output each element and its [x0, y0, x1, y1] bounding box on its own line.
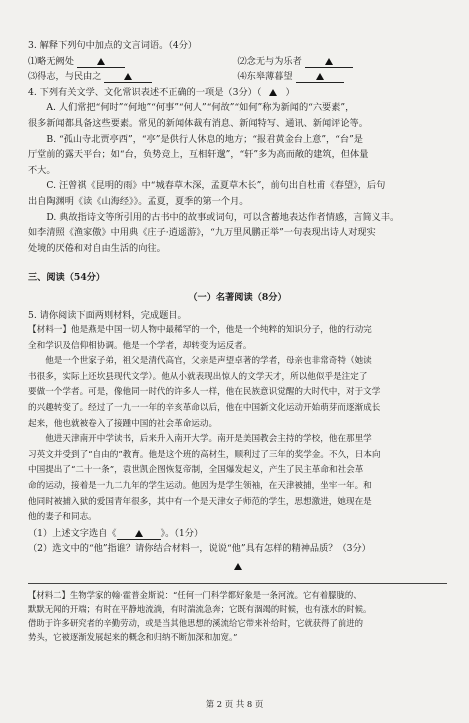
triangle-icon	[316, 73, 324, 80]
answer-area[interactable]	[28, 559, 447, 575]
material-2: 【材料二】生物学家的翰·霍普金斯说：“任何一门科学都好象是一条河流。它有着朦胧的、 默默无闻的开端；有时在平静地流淌，有时湍流急奔；它既有涸竭的时候，也有涨水的时候。 借助于许多研究者的辛勤劳动，或是当其他思想的溪流给它带来补给时，它就获得了前进的 势头，它被逐渐发展起来的概念和归纳不断加深和加宽。”	[28, 583, 447, 645]
q3-row-1	[28, 54, 447, 70]
q5-sub-2: （2）选文中的“他”指谁？请你结合材料一，说说“他”具有怎样的精神品质？（3分）	[28, 543, 371, 555]
section-3-subtitle: （一）名著阅读（8分）	[188, 291, 287, 303]
q3-item-4: ⑷东皋薄暮望	[238, 69, 448, 85]
answer-blank[interactable]	[117, 529, 161, 540]
q4-option-b: B. “孤山寺北贾亭西”，“亭”是供行人休息的地方；“报君黄金台上意”，“台”是 厅堂前的露天平台；如“台，负势竞上，互相轩邈”，“轩”多为高而敞的建筑，但体量 不大。	[28, 133, 369, 176]
q3-title: 3. 解释下列句中加点的文言词语。（4分）	[28, 40, 198, 51]
triangle-icon	[234, 563, 242, 570]
triangle-icon	[269, 89, 277, 96]
q3-item-2: ⑵念无与为乐者	[238, 54, 448, 70]
answer-blank[interactable]	[77, 57, 125, 68]
triangle-icon	[135, 530, 143, 537]
q4-option-d: D. 典故指诗文等所引用的古书中的故事或词句，可以含蓄地表达作者情感，言简义丰。 如李清照《渔家傲》中用典《庄子·逍遥游》，“九万里风鹏正举”一句表现出诗人对现实 处境的厌倦和对自由生活的向往。	[28, 211, 400, 254]
q5-title: 5. 请你阅读下面两则材料，完成题目。	[28, 309, 187, 321]
triangle-icon	[124, 73, 132, 80]
q3-row-2	[28, 69, 447, 85]
section-3-title: 三、阅读（54分）	[28, 272, 106, 284]
answer-blank[interactable]	[104, 72, 152, 83]
q5-sub-1: （1）上述文字选自《 》。（1分）	[28, 527, 204, 539]
q3-item-1: ⑴略无阙处	[28, 54, 238, 70]
q4-title: 4. 下列有关文学、文化常识表述不正确的一项是（3分）（ ）	[28, 86, 295, 98]
q3-item-3: ⑶得志，与民由之	[28, 69, 238, 85]
triangle-icon	[325, 58, 333, 65]
page-footer: 第 2 页 共 8 页	[205, 699, 264, 710]
triangle-icon	[97, 58, 105, 65]
answer-blank[interactable]	[305, 57, 353, 68]
q4-option-c: C. 汪曾祺《昆明的雨》中“城春草木深，孟夏草木长”，前句出自杜甫《春望》，后句 出自陶渊明《读《山海经》》。孟夏，夏季的第一个月。	[28, 180, 386, 207]
answer-blank[interactable]	[296, 72, 344, 83]
q4-option-a: A. 人们常把“何时”“何地”“何事”“何人”“何故”“如何”称为新闻的“六要素”， 很多新闻都具备这些要素。常见的新闻体裁有消息、新闻特写、通讯、新闻评论等。	[28, 102, 368, 129]
material-1: 【材料一】他是燕是中国一切人物中最稀罕的一个，他是一个纯粹的知识分子，他的行动完 全和学识及信仰相协调。他是一个学者，却转变为运反者。 他是一个世家子弟，祖父是清代高官，父亲是声望卓著的学者，母亲也非常奇特（她读 书很多，实际上还坎县现代文学）。他从小就表现出惊人的文学天才，所以他似乎是注定了 要做一个学者。可是，像他同一时代的许多人一样，他在民族意识觉醒的大时代中，对于文学 的兴趣转变了。经过了一九一一年的辛亥革命以后，他在中国新文化运动开始萌芽而逐渐成长 起来，他也就被卷入了接踵中国的社会革命运动。 他进天津南开中学读书，后来升入南开大学。南开是美国教会主持的学校，他在那里学 习英文并受到了“自由的”教育。他是这个班的高材生，顺利过了三年的奖学金。不久，日本向 中国提出了“二十一条”，袁世凯企图恢复帝制，全国爆发起义，产生了民主革命和社会革 命的运动，接着是一九二九年的学生运动。他因为是学生领袖，在天津被捕，坐牢一年。和 他同时被捕入狱的爱国青年很多，其中有一个是天津女子师范的学生，思想激进，她现在是 他的妻子和同志。	[28, 325, 381, 523]
